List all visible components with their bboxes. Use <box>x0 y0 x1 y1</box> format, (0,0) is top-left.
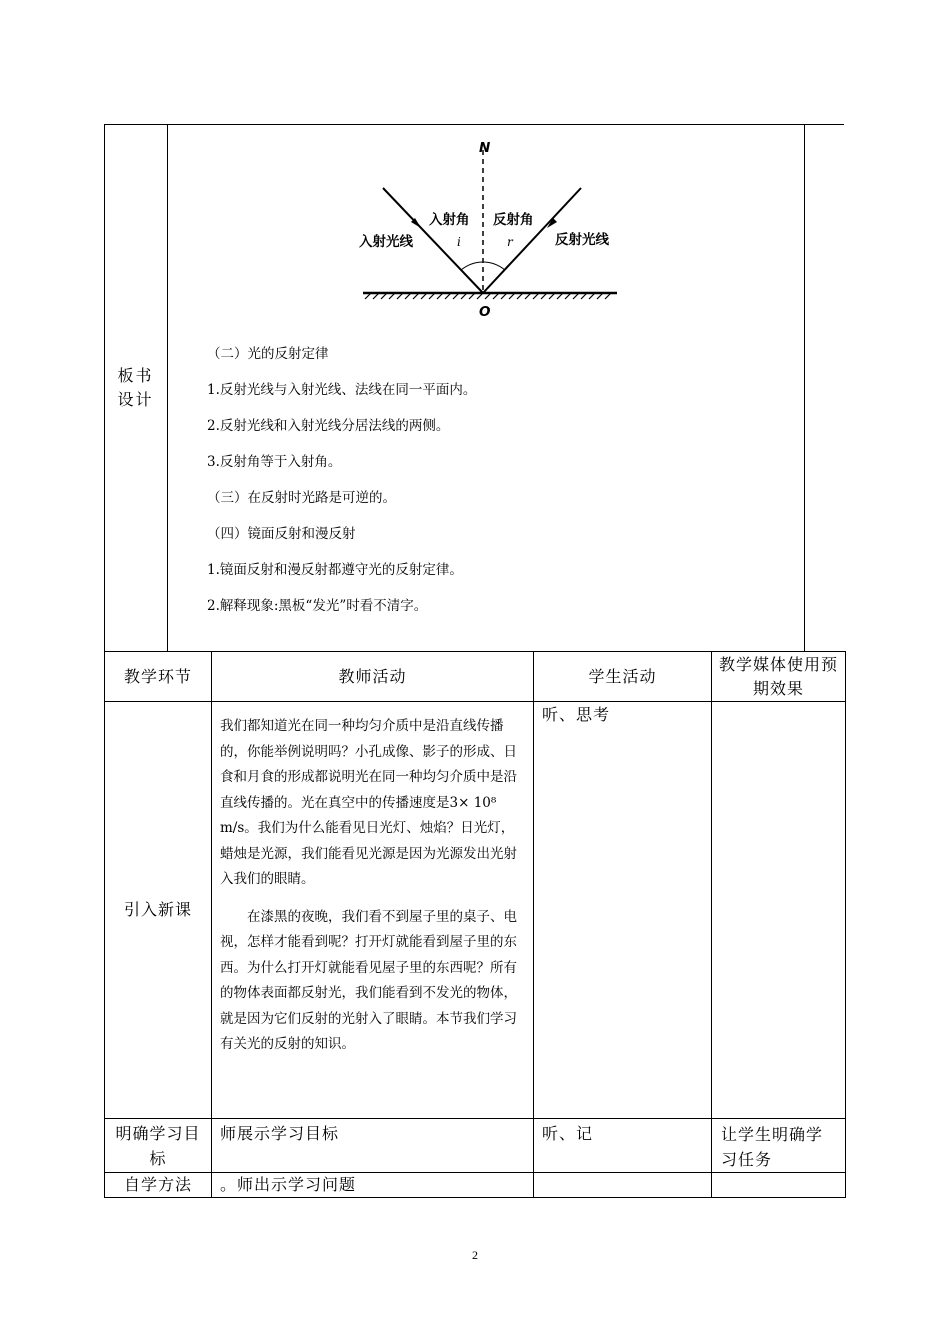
teacher-activity-intro <box>220 714 526 1058</box>
reflected-angle-symbol: r <box>507 235 513 249</box>
reflection-diagram <box>345 138 635 323</box>
board-line-6: （四）镜面反射和漫反射 <box>207 526 356 542</box>
header-media-effect: 教学媒体使用预期效果 <box>718 654 838 698</box>
media-effect-objectives: 让学生明确学习任务 <box>721 1125 824 1169</box>
board-design-label <box>104 124 167 651</box>
student-activity-objectives: 听、记 <box>542 1124 594 1143</box>
stage-self-study: 自学方法 <box>123 1175 192 1194</box>
reflected-angle-label: 反射角 <box>493 212 534 228</box>
origin-label: O <box>479 304 491 320</box>
reflected-angle-arc <box>483 262 505 270</box>
stage-intro: 引入新课 <box>123 900 192 919</box>
board-line-1: （二）光的反射定律 <box>207 346 329 362</box>
page-number: 2 <box>472 1248 478 1262</box>
normal-label: N <box>479 140 491 156</box>
intro-paragraph-2: 在漆黑的夜晚，我们看不到屋子里的桌子、电视，怎样才能看到呢？打开灯就能看到屋子里的东西。为什么打开灯就能看见屋子里的东西呢？所有的物体表面都反射光，我们能看到不发光的物体，就是因为它们反射的光射入了眼睛。本节我们学习有关光的反射的知识。 <box>220 908 517 1052</box>
teacher-activity-self-study: 。师出示学习问题 <box>220 1175 357 1194</box>
incident-ray-label: 入射光线 <box>359 234 413 250</box>
board-line-3: 2.反射光线和入射光线分居法线的两侧。 <box>207 418 450 434</box>
header-stage: 教学环节 <box>123 666 192 686</box>
incident-angle-arc <box>461 262 483 270</box>
board-line-5: （三）在反射时光路是可逆的。 <box>207 490 396 506</box>
header-student-activity: 学生活动 <box>588 666 657 686</box>
board-line-4: 3.反射角等于入射角。 <box>207 454 342 470</box>
incident-angle-symbol: i <box>457 235 461 249</box>
incident-angle-label: 入射角 <box>429 212 470 228</box>
stage-objectives: 明确学习目标 <box>115 1124 201 1168</box>
reflected-ray-label: 反射光线 <box>555 232 609 248</box>
board-label-line2: 设计 <box>117 389 154 409</box>
header-teacher-activity: 教师活动 <box>338 666 407 686</box>
board-line-2: 1.反射光线与入射光线、法线在同一平面内。 <box>207 382 477 398</box>
board-label-line1: 板书 <box>117 365 154 385</box>
teacher-activity-objectives: 师展示学习目标 <box>220 1124 340 1143</box>
board-line-7: 1.镜面反射和漫反射都遵守光的反射定律。 <box>207 562 463 578</box>
intro-paragraph-1: 我们都知道光在同一种均匀介质中是沿直线传播的，你能举例说明吗？小孔成像、影子的形成、日食和月食的形成都说明光在同一种均匀介质中是沿直线传播的。光在真空中的传播速度是3× 10⁸ m/s。我们为什么能看见日光灯、烛焰？日光灯，蜡烛是光源，我们能看见光源是因为光源发出光射入我们的眼睛。 <box>220 718 517 887</box>
board-line-8: 2.解释现象:黑板“发光”时看不清字。 <box>207 598 428 614</box>
student-activity-intro: 听、思考 <box>542 705 611 724</box>
